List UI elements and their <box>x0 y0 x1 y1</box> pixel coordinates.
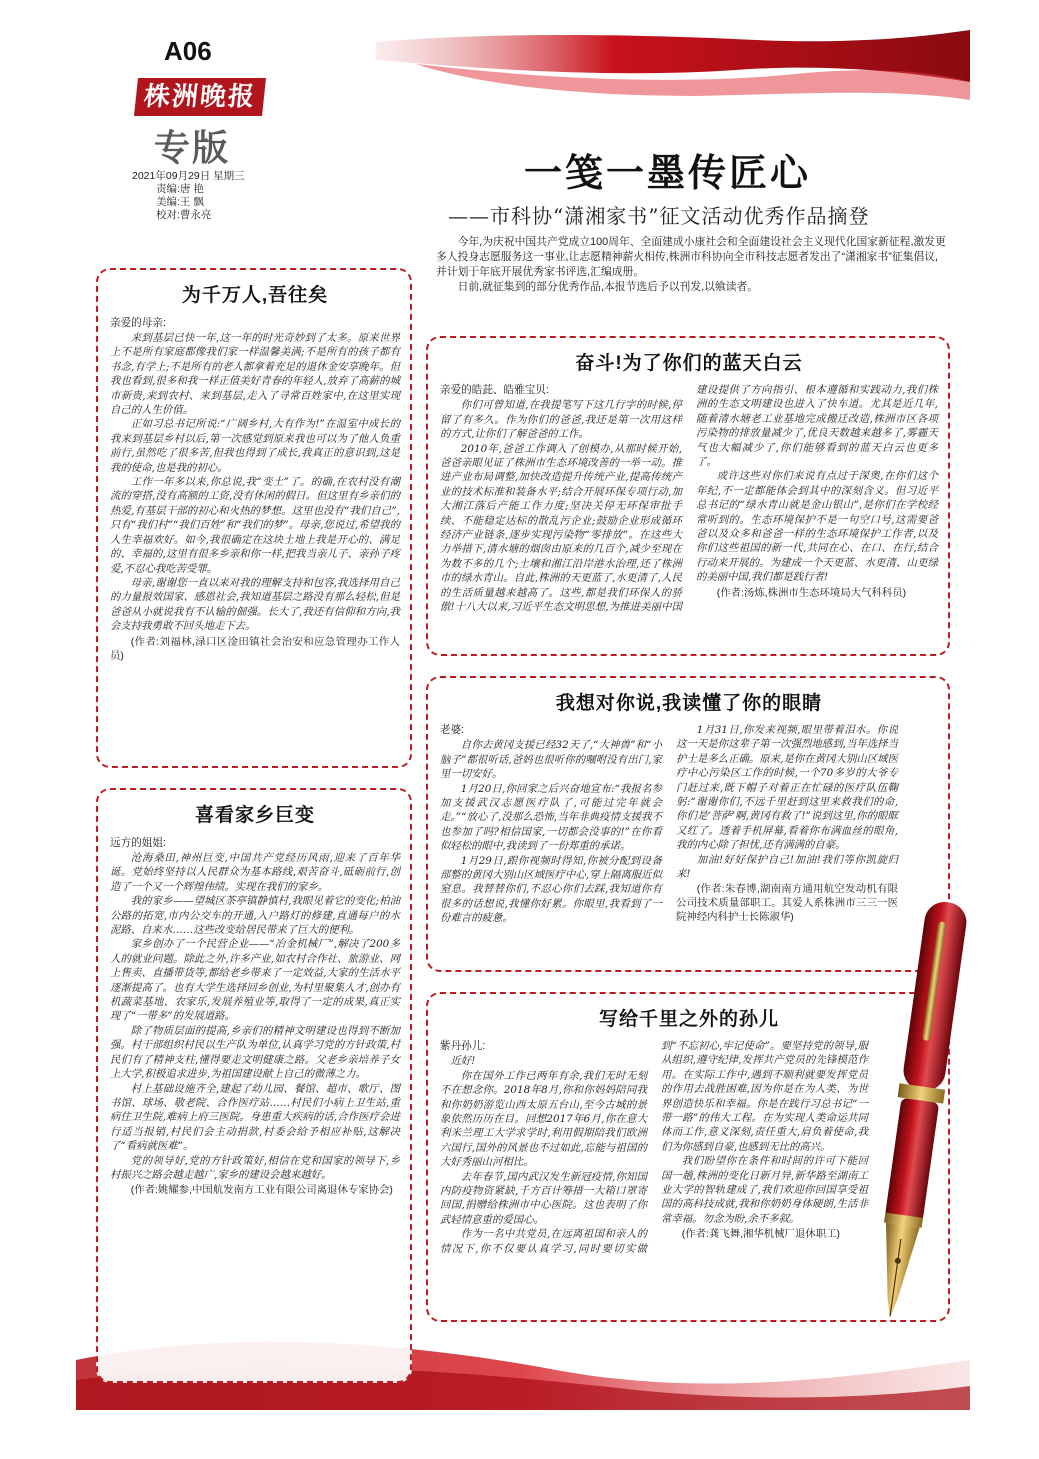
main-headline: 一笺一墨传匠心 <box>524 150 812 195</box>
article-body <box>110 331 400 664</box>
article-paragraph: 母亲,谢谢您一直以来对我的理解支持和包容,我选择用自己的力量报效国家、感恩社会,我知道基层之路没有那么轻松,但是爸爸从小就说我有不认输的倔强。长大了,我还有信仰和方向,我会支持我勇敢不回头地走下去。 <box>110 576 400 633</box>
main-subheadline: ——市科协“潇湘家书”征文活动优秀作品摘登 <box>448 204 870 228</box>
article-paragraph: 除了物质层面的提高,乡亲们的精神文明建设也得到不断加强。村干部组织村民以生产队为单位,认真学习党的方针政策,村民们有了精神支柱,懂得要走文明健康之路。父老乡亲培养子女上大学,积极追求进步,为祖国建设献上自己的微薄之力。 <box>110 1024 400 1081</box>
editor-credit: 责编:唐 艳 <box>156 183 204 195</box>
article-author: (作者:汤炼,株洲市生态环境局大气科科员) <box>716 587 907 599</box>
article-body <box>110 851 400 1198</box>
article-paragraph: 村上基础设施齐全,建起了幼儿园、餐馆、超市、歌厅、图书馆、球场、敬老院、合作医疗站……村民们小病上卫生站,重病住卫生院,难病上府三医院。身患重大疾病的话,合作医疗会进行适当报销,村民们会主动捐款,村委会给予相应补贴,这解决了“看病就医难”。 <box>110 1082 400 1153</box>
red-ribbon-top-decoration <box>376 30 970 140</box>
article-paragraph: 1月31日,你发来视频,眼里带着泪水。你说这一天是你这辈子第一次强烈地感到,当年选择当护士是多么正确。原来,是你在黄冈大别山区域医疗中心污染区工作的时候,一个70多岁的大爷专门赶过来,既下帽子对着正在忙碌的医疗队伍鞠躬:“谢谢你们,不远千里赶到这里来救我们的命,你们是‘菩萨’啊,黄冈有救了!”说到这里,你的眼眶又红了。透着手机屏幕,看着你布满血丝的眼角,我的内心除了担忧,还有满满的自豪。 <box>676 724 898 852</box>
article-paragraph: 沧海桑田,神州巨变,中国共产党经历风雨,迎来了百年华诞。党始终坚持以人民群众为基本路线,艰苦奋斗,砥砺前行,创造了一个又一个辉煌伟绩。实现在我们的家乡。 <box>110 852 400 893</box>
proofreader-credit: 校对:曹永亮 <box>156 209 212 221</box>
article-box-xi-kan-jia-xiang <box>96 788 412 1383</box>
article-paragraph: 家乡创办了一个民营企业——“冶金机械厂”,解决了200多人的就业问题。除此之外,许多产业,如农村合作社、旅游业、网上售卖、直播带货等,都给老乡带来了一定效益,大家的生活水平逐渐提高了。也有大学生选择回乡创业,为村里聚集人才,创办有机蔬菜基地、农家乐,发展养殖业等,取得了一定的成果,真正实现了“一带多”的发展道路。 <box>110 938 400 1023</box>
article-author: (作者:朱春博,湖南南方通用航空发动机有限公司技术质量部职工。其爱人系株洲市三三一医院神经内科护士长陈淑华) <box>676 884 898 924</box>
article-author: (作者:姚耀参,中国航发南方工业有限公司离退休专家协会) <box>130 1185 393 1197</box>
page-number: A06 <box>164 36 212 66</box>
newspaper-logo: 株洲晚报 <box>134 78 266 116</box>
intro-paragraph: 日前,就征集到的部分优秀作品,本报节选后予以刊发,以飨读者。 <box>457 281 759 293</box>
article-paragraph: 1月29日,跟你视频时得知,你被分配到设备部整的黄冈大别山区域医疗中心,穿上隔离服近似窒息。我替替你们,不忍心你们去踩,我知道你有很多的话想说,我懂你好累。你眼里,我看到了一份难言的疲惫。 <box>440 854 662 925</box>
article-salutation: 紫丹孙儿: <box>440 1040 486 1052</box>
article-paragraph: 作为一名中共党员,在远离祖国和亲人的情况下,你不仅要认真学习,同时要切实做到“不忘初心,牢记使命”。要坚持党的领导,服从组织,遵守纪律,发挥共产党员的先锋模范作用。在实际工作中,遇到不顺利就要发挥党员的作用去战胜困难,因为你是在为人类、为世界创造快乐和幸福。你是在践行习总书记“一带一路”的伟大工程。在为实现人类命运共同体而工作,意义深刻,责任重大,肩负着使命,我们为你感到自豪,也感到无比的高兴。 <box>440 1040 868 1255</box>
article-paragraph: 我的家乡——望城区茶亭镇静慎村,我眼见着它的变化;柏油公路的拓宽,市内公交车的开通,入户路灯的修建,直通每户的水泥路、自来水……这些改变给居民带来了巨大的便利。 <box>110 895 400 937</box>
article-paragraph: 工作一年多以来,你总说,我“变土”了。的确,在农村没有潮流的穿搭,没有高额的工资,没有休闲的假日。但这里有乡亲们的热爱,有基层干部的初心和火热的梦想。这里也没有“我们自己”,只有“我们村”“我们百姓”和“我们的梦”。母亲,您说过,希望我的人生幸福欢好。如今,我很确定在这块土地上我是开心的、满足的、幸福的,这里有很多乡亲和你一样,把我当亲儿子、亲孙子疼爱,不忍心我吃苦受罪。 <box>110 476 400 575</box>
article-title: 为千万人,吾往矣 <box>181 285 329 306</box>
article-paragraph: 2010年,爸爸工作调入了创模办,从那时候开始,爸爸亲眼见证了株洲市生态环境改善的一举一动。推进产业布局调整,加快改造提升传统产业,提高传统产业的技术标准和装备水平;结合开展环保专项行动,加大湘江落后产能工作力度;坚决关停无环保审批手续、不能稳定达标的散乱污企业;鼓励企业形成循环经济产业链条,逐步实现污染物“零排放”。在这些大力举措下,清水塘的烟囱由原来的几百个,减少至现在为数不多的几个;土壤和湘江沿岸港水治理,还了株洲市的绿水青山。自此,株洲的天更蓝了,水更清了,人民的生活质量越来越高了。这些,都是我们环保人的骄傲!十八大以来,习近平生态文明思想,为推进美丽中国建设提供了方向指引、根本遵循和实践动力,我们株洲的生态文明建设也进入了快车道。尤其是近几年,随着清水塘老工业基地完成搬迁改造,株洲市区各项污染物的排放量减少了,优良天数越来越多了,雾霾天气也大幅减少了,你们能够看到的蓝天白云也更多了。 <box>440 384 938 614</box>
article-salutation: 亲爱的皓茈、皓雅宝贝: <box>440 384 549 396</box>
article-body <box>440 383 938 615</box>
article-paragraph: 正如习总书记所说:“广阔乡村,大有作为!”在温室中成长的我来到基层乡村以后,第一次感觉到原来我也可以为了他人负重前行,虽然吃了很多苦,但我也得到了成长,我真正的意识到,这是我的使命,也是我的初心。 <box>110 418 400 474</box>
article-salutation: 亲爱的母亲: <box>110 317 166 329</box>
article-author: (作者:刘福林,渌口区淦田镇社会治安和应急管理办工作人员) <box>110 636 400 662</box>
fountain-pen-illustration <box>862 890 970 1330</box>
article-box-wei-qian-wan-ren <box>96 268 412 768</box>
newspaper-page <box>76 30 970 1410</box>
article-paragraph: 你们可曾知道,在我提笔写下这几行字的时候,停留了有多久。作为你们的爸爸,我还是第一次用这样的方式,让你们了解爸爸的工作。 <box>440 399 682 441</box>
article-paragraph: 党的领导好,党的方针政策好,相信在党和国家的领导下,乡村振兴之路会越走越广,家乡的建设会越来越好。 <box>110 1154 400 1181</box>
article-paragraph: 或许这些对你们来说有点过于深奥,在你们这个年纪,不一定都能体会到其中的深刻含义。但习近平总书记的“绿水青山就是金山银山”,是你们在学校经常听到的。生态环境保护不是一句空口号,这需要爸爸以及众多和爸爸一样的生态环境保护工作者,以及你们这些祖国的新一代,共同在心、在口、在行,结合行动来开展的。为建成一个天更蓝、水更清、山更绿的美丽中国,我们都是践行者! <box>696 470 938 584</box>
intro-paragraph: 今年,为庆祝中国共产党成立100周年、全面建成小康社会和全面建设社会主义现代化国家新征程,激发更多人投身志愿服务这一事业,让志愿精神薪火相传,株洲市科协向全市科技志愿者发出了“潇湘家书”征集倡议,并计划于年底开展优秀家书评选,汇编成册。 <box>436 236 946 278</box>
article-paragraph: 我们盼望你在条件和时间的许可下能回国一趟,株洲的变化日新月异,新华路至湖南工业大学的智轨建成了,我们欢迎你回国享受祖国的高科技成就,我和你奶奶身体硬朗,生活非常幸福。勿念为盼,余不多叙。 <box>661 1155 868 1225</box>
article-paragraph: 自你去黄冈支援已经32天了,“大神兽”和“小脑子”都很听话,爸妈也很听你的嘱咐没有出门,家里一切安好。 <box>440 739 662 781</box>
intro-text <box>436 235 948 295</box>
article-paragraph: 1月20日,你回家之后兴奋地宣布:“我报名参加支援武汉志愿医疗队了,可能过完年就会走。”“放心了,没那么恐怖,当年非典疫情支援我不也参加了吗?相信国家,一切都会没事的!”在你看似轻松的眼中,我读到了一份郑重的承诺。 <box>440 782 662 853</box>
article-paragraph: 你在国外工作已两年有余,我们无时无刻不在想念你。2018年8月,你和你妈妈陪同我和你奶奶游览山西太原五台山,至今古城的景象依然历历在目。回想2017年6月,你在意大利米兰理工大学求学时,利用假期陪我们欧洲六国行,国外的风景也不过如此,忘能与祖国的大好秀丽山河相比。 <box>440 1069 647 1169</box>
article-paragraph: 去年春节,国内武汉发生新冠疫情,你知国内防疫物资紧缺,千方百计筹措一大箱口罩寄回国,捐赠给株洲市中心医院。这也表明了你武轻情意重的爱国心。 <box>440 1170 647 1226</box>
issue-date: 2021年09月29日 星期三 <box>132 170 245 182</box>
edition-meta <box>132 170 245 222</box>
section-title: 专版 <box>154 127 231 169</box>
article-title: 奋斗!为了你们的蓝天白云 <box>575 353 803 374</box>
article-salutation: 老婆: <box>440 724 465 736</box>
article-salutation: 远方的姐姐: <box>110 837 166 849</box>
article-paragraph: 来到基层已快一年,这一年的时光奇妙到了太多。原来世界上不是所有家庭都像我们家一样温馨美满;不是所有的孩子都有书念,有学上;不是所有的老人都拿着充足的退休金安享晚年。但我也看到,很多和我一样正值美好青春的年轻人,放弃了高薪的城市新贵,来到农村、来到基层,走入了寻常百姓家中,在这里实现自己的人生价值。 <box>110 332 400 417</box>
article-box-fen-dou <box>426 336 950 656</box>
article-title: 喜看家乡巨变 <box>194 805 315 826</box>
article-title: 写给千里之外的孙儿 <box>598 1009 779 1030</box>
article-paragraph: 加油!好好保护自己!加油!我们等你凯旋归来! <box>676 853 898 881</box>
article-greeting: 近好! <box>450 1055 476 1068</box>
article-author: (作者:龚飞舞,湘华机械厂退休职工) <box>681 1229 840 1241</box>
designer-credit: 美编:王 飘 <box>156 196 204 208</box>
article-title: 我想对你说,我读懂了你的眼睛 <box>555 693 823 714</box>
